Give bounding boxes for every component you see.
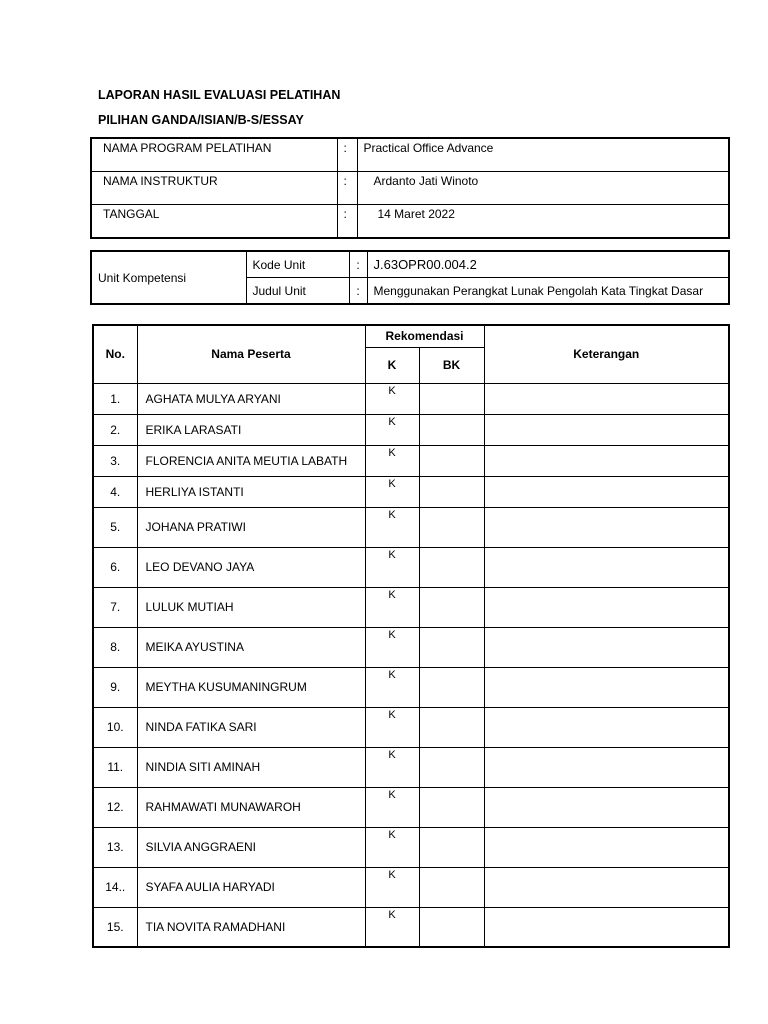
rekomendasi-bk-cell	[419, 907, 484, 947]
table-row	[93, 476, 729, 507]
keterangan-cell	[484, 507, 729, 547]
keterangan-cell	[484, 907, 729, 947]
participant-name: NINDIA SITI AMINAH	[137, 747, 365, 787]
info-row-date	[91, 205, 729, 239]
info-separator: :	[337, 205, 357, 239]
row-number: 6.	[93, 547, 137, 587]
instructor-name-value: Ardanto Jati Winoto	[357, 172, 729, 205]
rekomendasi-bk-cell	[419, 827, 484, 867]
table-row	[93, 907, 729, 947]
unit-separator: :	[349, 278, 367, 305]
rekomendasi-bk-cell	[419, 445, 484, 476]
rekomendasi-k-cell: K	[365, 747, 419, 787]
participant-name: ERIKA LARASATI	[137, 414, 365, 445]
rekomendasi-bk-cell	[419, 507, 484, 547]
row-number: 11.	[93, 747, 137, 787]
col-header-k: K	[365, 347, 419, 383]
info-row-instructor	[91, 172, 729, 205]
col-header-bk: BK	[419, 347, 484, 383]
info-label: NAMA PROGRAM PELATIHAN	[91, 138, 337, 172]
table-row	[93, 707, 729, 747]
unit-field-label: Judul Unit	[246, 278, 349, 305]
row-number: 9.	[93, 667, 137, 707]
table-row	[93, 587, 729, 627]
rekomendasi-bk-cell	[419, 707, 484, 747]
row-number: 3.	[93, 445, 137, 476]
rekomendasi-bk-cell	[419, 627, 484, 667]
rekomendasi-k-cell: K	[365, 827, 419, 867]
rekomendasi-k-cell: K	[365, 445, 419, 476]
report-title: LAPORAN HASIL EVALUASI PELATIHAN	[98, 88, 341, 102]
col-header-rekomendasi: Rekomendasi	[365, 325, 484, 347]
rekomendasi-k-cell: K	[365, 907, 419, 947]
keterangan-cell	[484, 476, 729, 507]
col-header-no: No.	[93, 325, 137, 383]
info-separator: :	[337, 172, 357, 205]
program-name-value: Practical Office Advance	[357, 138, 729, 172]
row-number: 1.	[93, 383, 137, 414]
table-row	[93, 414, 729, 445]
participant-name: JOHANA PRATIWI	[137, 507, 365, 547]
rekomendasi-bk-cell	[419, 547, 484, 587]
keterangan-cell	[484, 547, 729, 587]
keterangan-cell	[484, 445, 729, 476]
unit-row-code	[91, 251, 729, 278]
unit-code-value: J.63OPR00.004.2	[367, 251, 729, 278]
rekomendasi-k-cell: K	[365, 476, 419, 507]
info-label: TANGGAL	[91, 205, 337, 239]
keterangan-cell	[484, 747, 729, 787]
participant-name: MEIKA AYUSTINA	[137, 627, 365, 667]
participant-name: SYAFA AULIA HARYADI	[137, 867, 365, 907]
keterangan-cell	[484, 587, 729, 627]
row-number: 13.	[93, 827, 137, 867]
table-row	[93, 667, 729, 707]
participants-table	[92, 324, 730, 948]
rekomendasi-bk-cell	[419, 383, 484, 414]
keterangan-cell	[484, 667, 729, 707]
info-label: NAMA INSTRUKTUR	[91, 172, 337, 205]
keterangan-cell	[484, 383, 729, 414]
info-separator: :	[337, 138, 357, 172]
rekomendasi-k-cell: K	[365, 627, 419, 667]
table-row	[93, 827, 729, 867]
table-row	[93, 747, 729, 787]
participant-name: FLORENCIA ANITA MEUTIA LABATH	[137, 445, 365, 476]
unit-field-label: Kode Unit	[246, 251, 349, 278]
participant-name: LULUK MUTIAH	[137, 587, 365, 627]
table-row	[93, 787, 729, 827]
rekomendasi-k-cell: K	[365, 587, 419, 627]
rekomendasi-k-cell: K	[365, 547, 419, 587]
unit-separator: :	[349, 251, 367, 278]
table-row	[93, 445, 729, 476]
unit-competency-label: Unit Kompetensi	[91, 251, 246, 304]
info-row-program	[91, 138, 729, 172]
table-row	[93, 547, 729, 587]
table-row	[93, 627, 729, 667]
rekomendasi-k-cell: K	[365, 414, 419, 445]
participant-name: NINDA FATIKA SARI	[137, 707, 365, 747]
row-number: 8.	[93, 627, 137, 667]
rekomendasi-k-cell: K	[365, 867, 419, 907]
row-number: 5.	[93, 507, 137, 547]
row-number: 12.	[93, 787, 137, 827]
participant-name: TIA NOVITA RAMADHANI	[137, 907, 365, 947]
table-row	[93, 383, 729, 414]
rekomendasi-bk-cell	[419, 587, 484, 627]
rekomendasi-k-cell: K	[365, 787, 419, 827]
participant-name: LEO DEVANO JAYA	[137, 547, 365, 587]
rekomendasi-k-cell: K	[365, 667, 419, 707]
col-header-keterangan: Keterangan	[484, 325, 729, 383]
rekomendasi-k-cell: K	[365, 383, 419, 414]
rekomendasi-k-cell: K	[365, 507, 419, 547]
keterangan-cell	[484, 787, 729, 827]
keterangan-cell	[484, 627, 729, 667]
keterangan-cell	[484, 414, 729, 445]
table-row	[93, 867, 729, 907]
participant-name: AGHATA MULYA ARYANI	[137, 383, 365, 414]
rekomendasi-bk-cell	[419, 867, 484, 907]
rekomendasi-bk-cell	[419, 747, 484, 787]
rekomendasi-bk-cell	[419, 787, 484, 827]
row-number: 14..	[93, 867, 137, 907]
program-info-table	[90, 137, 730, 239]
keterangan-cell	[484, 827, 729, 867]
report-subtitle: PILIHAN GANDA/ISIAN/B-S/ESSAY	[98, 113, 304, 127]
unit-title-value: Menggunakan Perangkat Lunak Pengolah Kata Tingkat Dasar	[367, 278, 729, 305]
participant-name: MEYTHA KUSUMANINGRUM	[137, 667, 365, 707]
date-value: 14 Maret 2022	[357, 205, 729, 239]
keterangan-cell	[484, 707, 729, 747]
rekomendasi-k-cell: K	[365, 707, 419, 747]
participant-name: RAHMAWATI MUNAWAROH	[137, 787, 365, 827]
rekomendasi-bk-cell	[419, 414, 484, 445]
col-header-name: Nama Peserta	[137, 325, 365, 383]
table-row	[93, 507, 729, 547]
row-number: 2.	[93, 414, 137, 445]
row-number: 10.	[93, 707, 137, 747]
rekomendasi-bk-cell	[419, 667, 484, 707]
row-number: 15.	[93, 907, 137, 947]
table-header-row	[93, 325, 729, 347]
row-number: 7.	[93, 587, 137, 627]
rekomendasi-bk-cell	[419, 476, 484, 507]
participant-name: SILVIA ANGGRAENI	[137, 827, 365, 867]
keterangan-cell	[484, 867, 729, 907]
row-number: 4.	[93, 476, 137, 507]
competency-unit-table	[90, 250, 730, 305]
participant-name: HERLIYA ISTANTI	[137, 476, 365, 507]
